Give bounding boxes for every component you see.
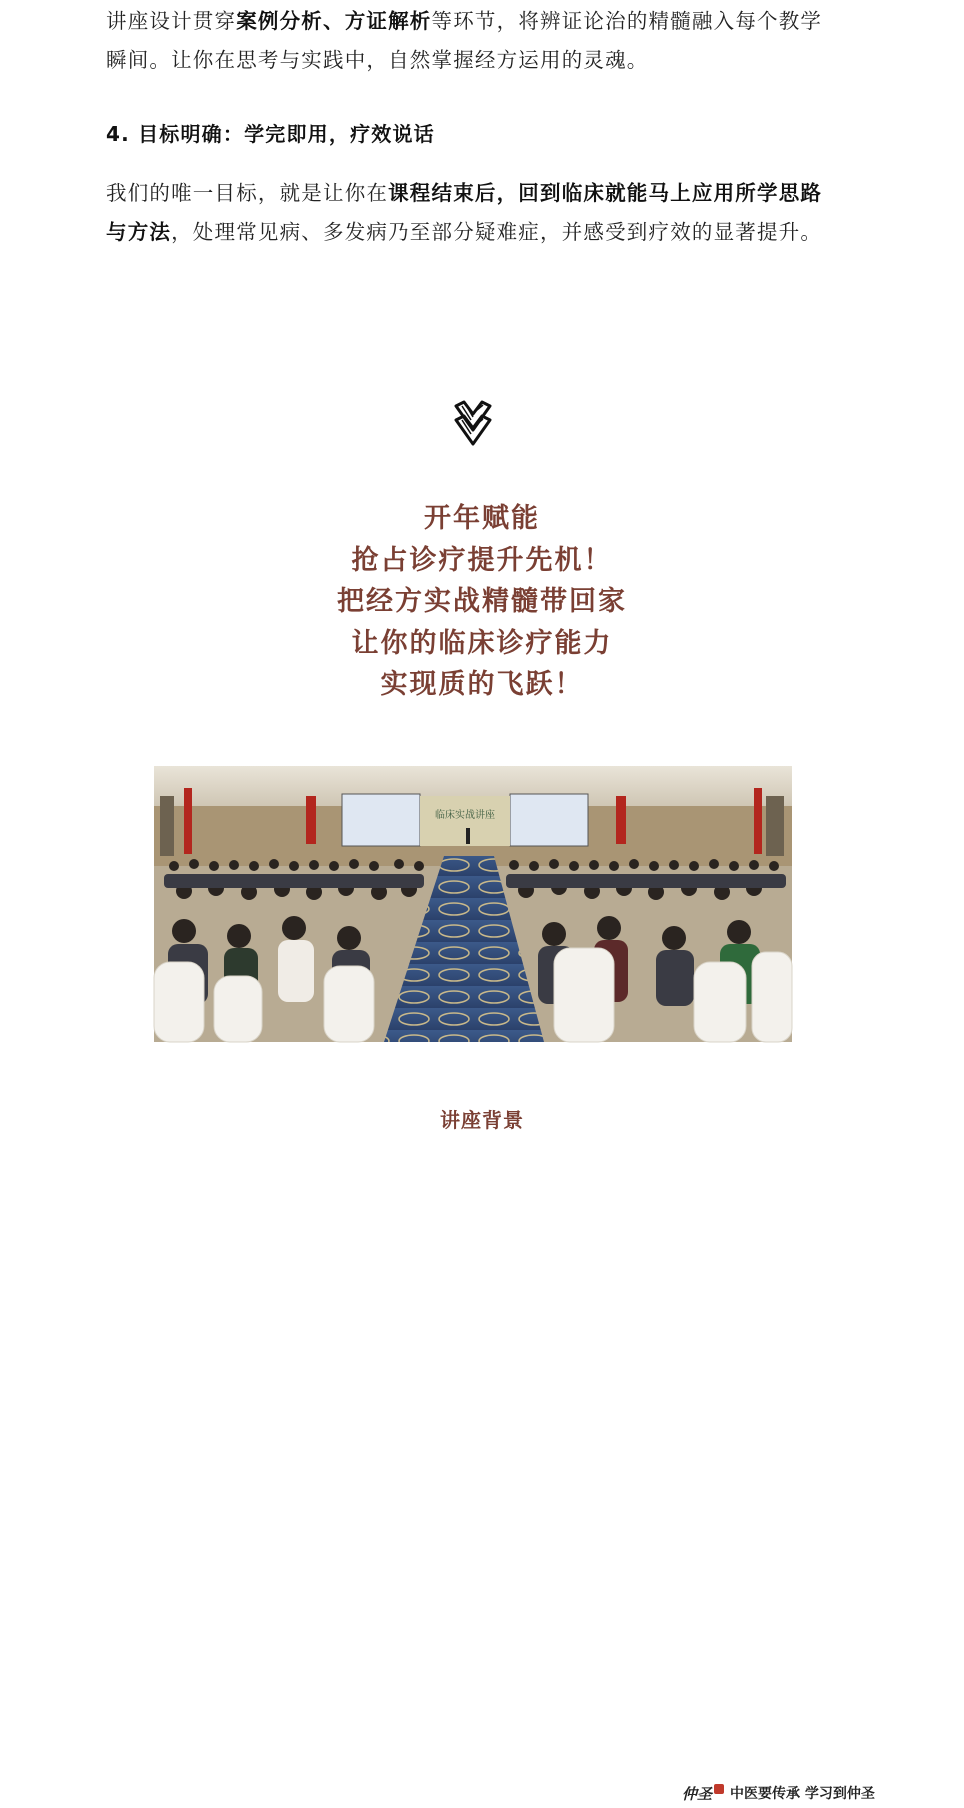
goal-text-2: ，处理常见病、多发病乃至部分疑难症，并感受到疗效的显著提升。 xyxy=(171,220,823,244)
section-title: 讲座背景 xyxy=(440,1108,524,1132)
section-4-heading: 4. 目标明确：学完即用，疗效说话 xyxy=(106,122,435,146)
slogan-line: 把经方实战精髓带回家 xyxy=(337,586,627,617)
slogan-line: 开年赋能 xyxy=(424,503,540,534)
caption-text: 中医要传承 学习到仲圣 xyxy=(730,1786,875,1802)
lecture-hall-illustration xyxy=(154,766,792,1042)
goal-bold-text: 课程结束后，回到临床就能马上应用所学思路与方法 xyxy=(106,181,823,244)
double-chevron-down-icon xyxy=(452,400,494,446)
red-seal-icon xyxy=(714,1784,724,1794)
intro-text-2: 等环节，将辨证论治的精髓融入每个教学瞬间。让你在思考与实践中，自然掌握经方运用的灵魂。 xyxy=(106,9,823,72)
zhongsheng-logo: 仲圣 xyxy=(682,1784,713,1803)
slogan-line: 抢占诊疗提升先机！ xyxy=(351,544,613,576)
photo-caption xyxy=(670,1778,946,1808)
goal-paragraph xyxy=(106,174,836,252)
slogan-line: 让你的临床诊疗能力 xyxy=(351,627,613,659)
intro-text: 讲座设计贯穿 xyxy=(106,9,237,33)
intro-paragraph xyxy=(106,2,836,80)
intro-bold-text: 案例分析、方证解析 xyxy=(236,9,432,33)
stage-banner-text: 临床实战讲座 xyxy=(435,810,495,821)
slogan-block xyxy=(0,498,964,706)
slogan-line: 实现质的飞跃！ xyxy=(380,669,584,700)
goal-text: 我们的唯一目标，就是让你在 xyxy=(106,181,389,205)
